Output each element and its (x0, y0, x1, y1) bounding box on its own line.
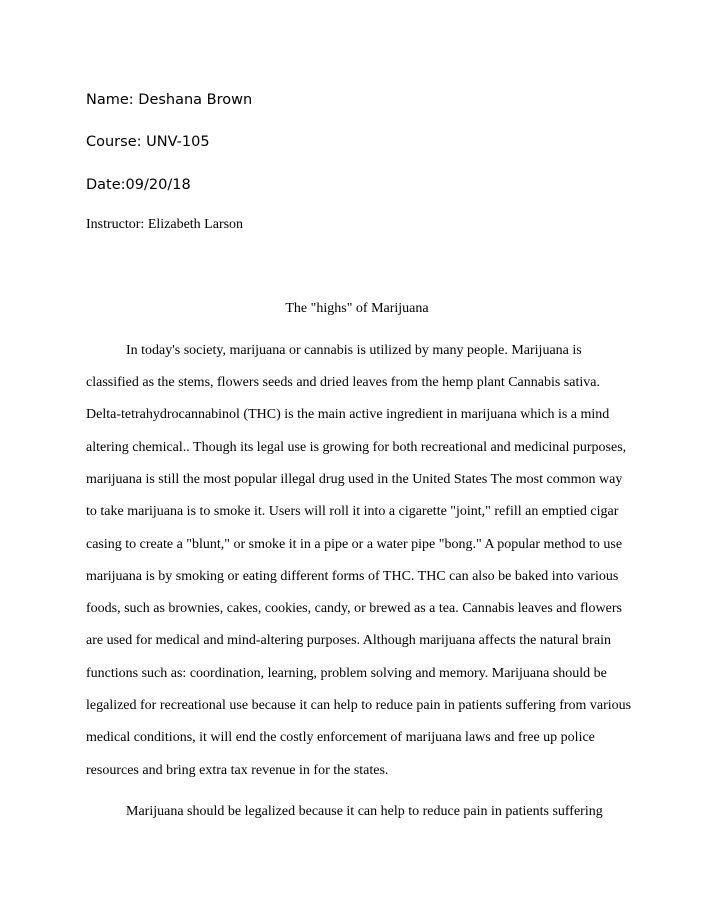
student-name: Name: Deshana Brown (86, 92, 253, 108)
paragraph1-line: medical conditions, it will end the costly enforcement of marijuana laws and free up police (86, 730, 595, 745)
paragraph1-line: altering chemical.. Though its legal use is growing for both recreational and medicinal purposes, (86, 440, 627, 455)
paragraph1-line: In today's society, marijuana or cannabis is utilized by many people. Marijuana is (126, 343, 582, 358)
paragraph2-line: Marijuana should be legalized because it can help to reduce pain in patients suffering (126, 804, 603, 819)
paragraph1-line: functions such as: coordination, learning, problem solving and memory. Marijuana should be (86, 666, 607, 681)
paragraph1-line: foods, such as brownies, cakes, cookies, candy, or brewed as a tea. Cannabis leaves and flowers (86, 601, 622, 616)
paragraph1-line: to take marijuana is to smoke it. Users will roll it into a cigarette "joint," refill an emptied cigar (86, 504, 619, 519)
paragraph1-line: legalized for recreational use because it can help to reduce pain in patients suffering from various (86, 698, 632, 713)
date-line: Date:09/20/18 (86, 177, 191, 193)
instructor-line: Instructor: Elizabeth Larson (86, 217, 244, 232)
paragraph1-line: marijuana is by smoking or eating different forms of THC. THC can also be baked into various (86, 569, 619, 584)
course-line: Course: UNV-105 (86, 134, 210, 150)
paragraph1-line: marijuana is still the most popular illegal drug used in the United States The most common way (86, 472, 623, 487)
paragraph1-line: are used for medical and mind-altering purposes. Although marijuana affects the natural brain (86, 633, 611, 648)
essay-title: The "highs" of Marijuana (285, 301, 429, 316)
paragraph1-line: resources and bring extra tax revenue in for the states. (86, 763, 389, 778)
paragraph1-line: Delta-tetrahydrocannabinol (THC) is the main active ingredient in marijuana which is a mind (86, 407, 610, 422)
paragraph1-line: classified as the stems, flowers seeds and dried leaves from the hemp plant Cannabis sativa. (86, 375, 600, 390)
paragraph1-line: casing to create a "blunt," or smoke it in a pipe or a water pipe "bong." A popular method to use (86, 537, 623, 552)
